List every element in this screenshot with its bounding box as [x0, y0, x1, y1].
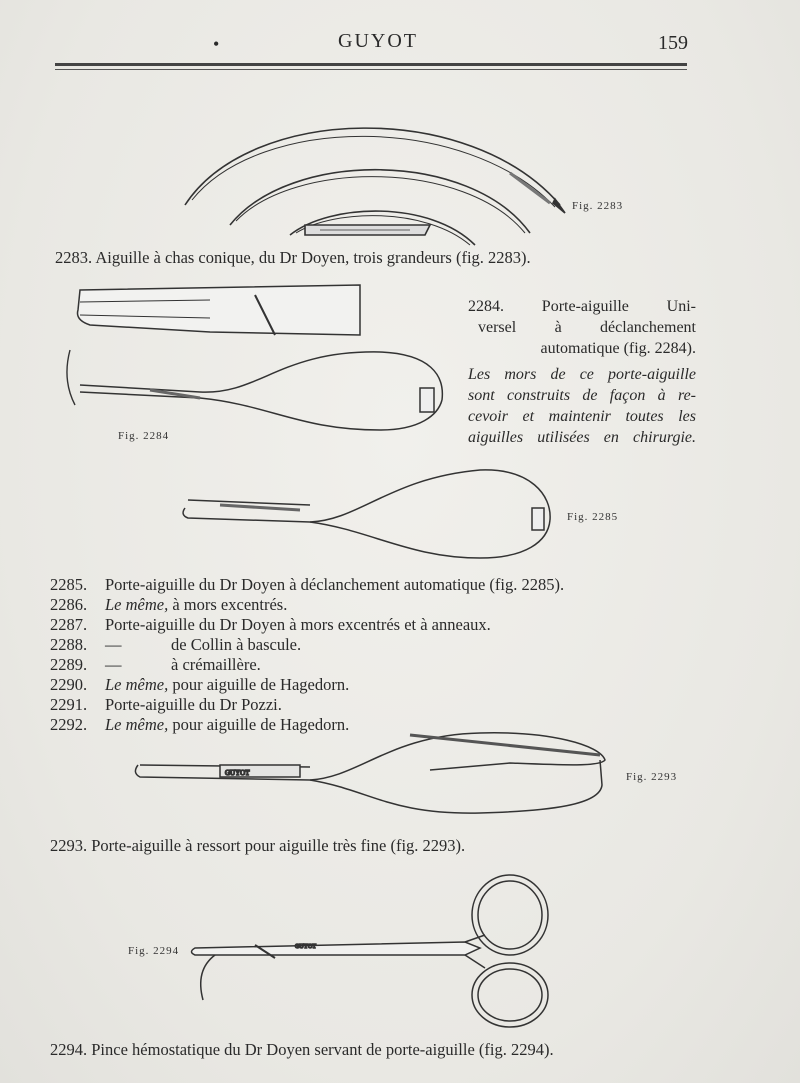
entry-2294: 2294. Pince hémostatique du Dr Doyen servant de porte-aiguille (fig. 2294).: [50, 1040, 554, 1059]
list-item: 2287. Porte-aiguille du Dr Doyen à mors excentrés et à anneaux.: [50, 615, 491, 634]
fig-2285-label: Fig. 2285: [567, 511, 619, 523]
list-item: 2292. Le même, pour aiguille de Hagedorn.: [50, 715, 350, 734]
entry-2284-note-2: sont construits de façon à re-: [468, 387, 696, 404]
fig-2284-label: Fig. 2284: [118, 430, 170, 442]
needles-illustration: [170, 95, 650, 255]
entry-2284-line-2: versel à déclanchement: [478, 319, 696, 336]
fig-2283-label: Fig. 2283: [572, 200, 624, 212]
needle-holder-2284-illustration: [60, 280, 460, 445]
engraved-stamp-2293: GUYOT: [225, 769, 250, 777]
entry-2283: 2283. Aiguille à chas conique, du Dr Doyen, trois grandeurs (fig. 2283).: [55, 248, 531, 267]
engraved-stamp-2294: GUYOT: [295, 944, 316, 950]
header-rule: [55, 63, 687, 66]
fig-2294-label: Fig. 2294: [128, 945, 180, 957]
list-item: 2290. Le même, pour aiguille de Hagedorn.: [50, 675, 350, 694]
list-item: 2291. Porte-aiguille du Dr Pozzi.: [50, 695, 282, 714]
needle-holder-2285-illustration: [180, 460, 560, 570]
header-rule-thin: [55, 69, 687, 70]
header-dot: •: [213, 34, 220, 54]
list-item: 2288. — de Collin à bascule.: [50, 635, 302, 654]
page-number: 159: [658, 32, 688, 54]
entry-2284-block: [468, 296, 696, 448]
entry-2284-line-3: automatique (fig. 2284).: [540, 340, 696, 357]
list-item: 2289. — à crémaillère.: [50, 655, 261, 674]
list-item: 2285. Porte-aiguille du Dr Doyen à déclanchement automatique (fig. 2285).: [50, 575, 565, 594]
entry-2293: 2293. Porte-aiguille à ressort pour aiguille très fine (fig. 2293).: [50, 836, 466, 855]
entry-2284-note-3: cevoir et maintenir toutes les: [468, 408, 696, 425]
hemostatic-forceps-illustration: [185, 860, 555, 1030]
entry-2284-note-4: aiguilles utilisées en chirurgie.: [468, 429, 696, 446]
running-header-title: GUYOT: [338, 30, 418, 52]
spring-needle-holder-illustration: [130, 725, 610, 825]
entry-2284-note-1: Les mors de ce porte-aiguille: [468, 366, 696, 383]
list-item: 2286. Le même, à mors excentrés.: [50, 595, 288, 614]
fig-2293-label: Fig. 2293: [626, 771, 678, 783]
entry-2284-line-1: 2284. Porte-aiguille Uni-: [468, 298, 696, 315]
